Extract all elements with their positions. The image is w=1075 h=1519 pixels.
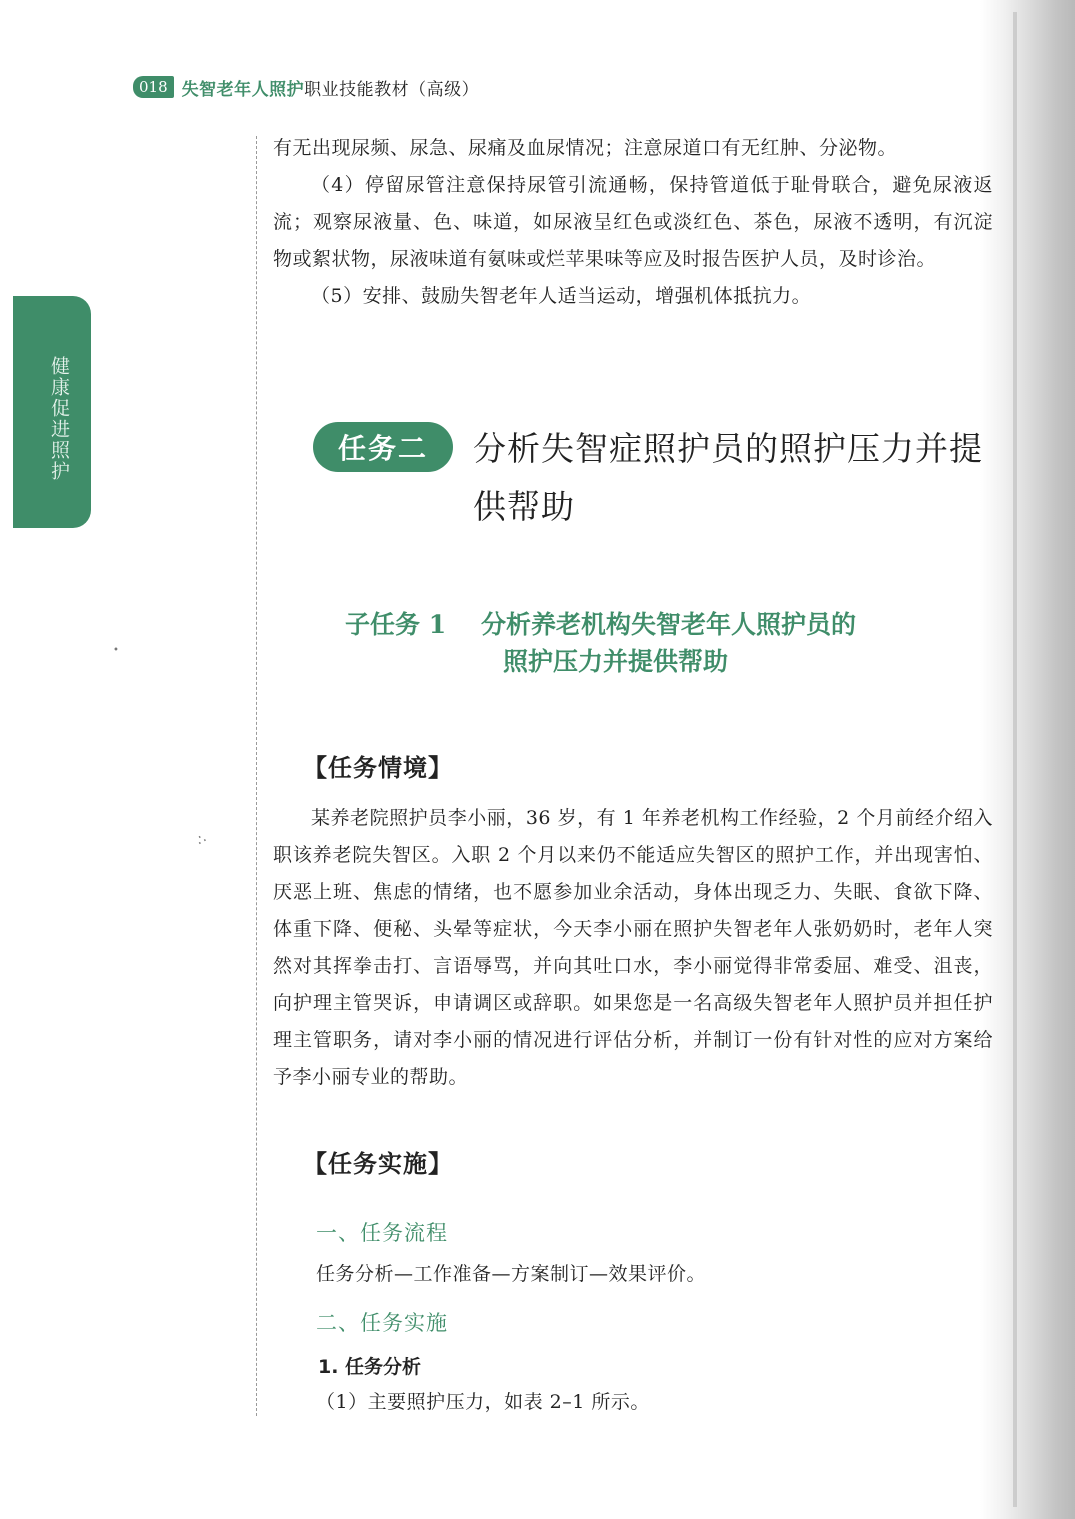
task-badge: 任务二 [313,422,453,472]
subtask-title-line2: 照护压力并提供帮助 [503,647,729,676]
scan-speck: ∴ [193,830,210,850]
section-process-title: 一、任务流程 [316,1221,448,1245]
section-process-text: 任务分析—工作准备—方案制订—效果评价。 [316,1263,707,1285]
scenario-paragraph: 某养老院照护员李小丽，36 岁，有 1 年养老机构工作经验，2 个月前经介绍入职该养老院失智区。入职 2 个月以来仍不能适应失智区的照护工作，并出现害怕、厌恶上班、焦虑的情绪，也不愿参加业余活动，身体出现乏力、失眠、食欲下降、体重下降、便秘、头晕等症状，今天李小丽在照护失智老年人张奶奶时，老年人突然对其挥拳击打、言语辱骂，并向其吐口水，李小丽觉得非常委屈、难受、沮丧，向护理主管哭诉，申请调区或辞职。如果您是一名高级失智老年人照护员并担任护理主管职务，请对李小丽的情况进行评估分析，并制订一份有针对性的应对方案给予李小丽专业的帮助。 [273,807,993,1088]
paragraph-item-5: （5）安排、鼓励失智老年人适当运动，增强机体抵抗力。 [311,285,812,307]
scenario-heading: 【任务情境】 [303,754,453,782]
task-analysis-title: 1. 任务分析 [318,1356,422,1378]
task-analysis-text: （1）主要照护压力，如表 2–1 所示。 [316,1391,650,1413]
paragraph-continued: 有无出现尿频、尿急、尿痛及血尿情况；注意尿道口有无红肿、分泌物。 [273,137,898,159]
implementation-heading: 【任务实施】 [303,1150,453,1178]
paragraph-item-4: （4）停留尿管注意保持尿管引流通畅，保持管道低于耻骨联合，避免尿液返流；观察尿液量、色、味道，如尿液呈红色或淡红色、茶色，尿液不透明，有沉淀物或絮状物，尿液味道有氨味或烂苹果味等应及时报告医护人员，及时诊治。 [273,174,993,270]
subtask-title-line1: 分析养老机构失智老年人照护员的 [481,610,857,639]
running-header [133,74,479,100]
page-edge [1013,12,1017,1507]
book-title-rest: 职业技能教材（高级） [304,79,480,100]
scan-speck: • [113,645,119,656]
section-implementation-title: 二、任务实施 [316,1311,448,1335]
task-title: 分析失智症照护员的照护压力并提供帮助 [473,429,983,526]
page-number: 018 [133,76,174,98]
chapter-side-tab-label: 健康促进照护 [48,356,70,482]
margin-dashed-line [256,136,257,1416]
book-title [182,75,480,100]
book-spine-shadow [980,0,1075,1519]
book-title-accent: 失智老年人照护 [181,79,305,100]
subtask-label: 子任务 1 [345,610,447,639]
subtask-heading [345,606,945,680]
